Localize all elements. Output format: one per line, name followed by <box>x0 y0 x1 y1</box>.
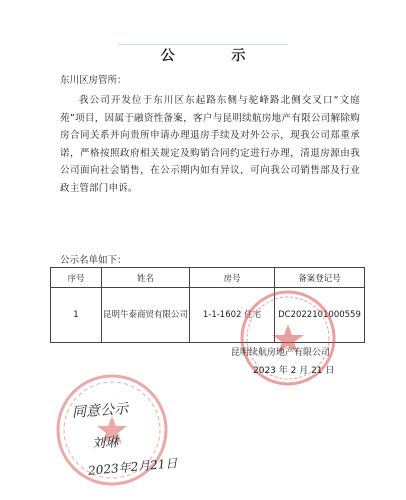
column-header: 备案登记号 <box>275 268 365 288</box>
list-label: 公示名单如下： <box>60 255 127 266</box>
cell-name: 昆明牛泰商贸有限公司 <box>102 288 190 343</box>
column-header: 姓名 <box>102 268 190 288</box>
handwritten-name: 刘琳 <box>91 435 119 452</box>
cell-room: 1-1-1602 住宅 <box>190 288 275 343</box>
signature-date: 2023 年 2 月 21 日 <box>253 366 335 376</box>
handwritten-date: 2023年2月21日 <box>87 456 178 478</box>
column-header: 房号 <box>190 268 275 288</box>
cell-registration: DC2022101000559 <box>275 288 365 343</box>
cell-index: 1 <box>51 288 102 343</box>
addressee: 东川区房管所： <box>60 75 127 86</box>
column-header: 序号 <box>51 268 102 288</box>
notice-body: 我公司开发位于东川区东起路东侧与驼峰路北侧交叉口“文庭苑”项目，因属于融资性备案，客户与昆明续航房地产有限公司解除购房合同关系并向贵所申请办理退房手续及对外公示，现我公司郑重承诺，严格按照政府相关规定及购销合同约定进行办理，清退房源由我公司面向社会销售，在公示期内如有异议，可向我公司销售部及行业政主管部门申诉。 <box>60 95 360 194</box>
signature-company: 昆明续航房地产有限公司 <box>231 348 331 358</box>
table-header-row <box>51 268 365 288</box>
page-title: 公 示 <box>160 48 272 64</box>
handwritten-approval: 同意公示 <box>71 401 129 421</box>
